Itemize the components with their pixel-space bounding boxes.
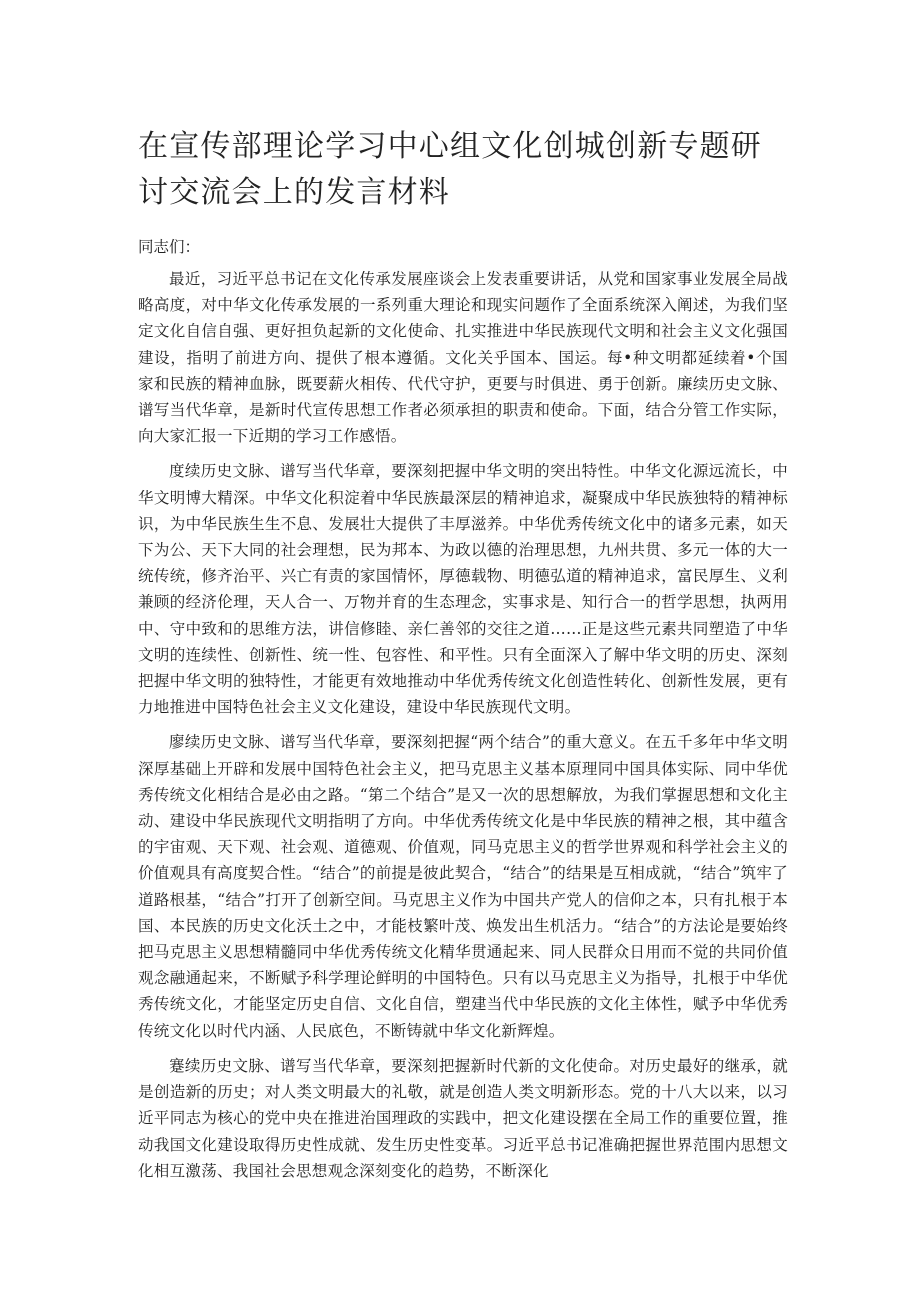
paragraph-two-combinations: 廖续历史文脉、谱写当代华章，要深刻把握“两个结合”的重大意义。在五千多年中华文明深厚基础上开辟和发展中国特色社会主义，把马克思主义基本原理同中国具体实际、同中华优秀传统文化相结合是必由之路。“第二个结合”是又一次的思想解放，为我们掌握思想和文化主动、建设中华民族现代文明指明了方向。中华优秀传统文化是中华民族的精神之根，其中蕴含的宇宙观、天下观、社会观、道德观、价值观，同马克思主义的哲学世界观和科学社会主义的价值观具有高度契合性。“结合”的前提是彼此契合，“结合”的结果是互相成就，“结合”筑牢了道路根基，“结合”打开了创新空间。马克思主义作为中国共产党人的信仰之本，只有扎根于本国、本民族的历史文化沃土之中，才能枝繁叶茂、焕发出生机活力。“结合”的方法论是要始终把马克思主义思想精髓同中华优秀传统文化精华贯通起来、同人民群众日用而不觉的共同价值观念融通起来，不断赋予科学理论鲜明的中国特色。只有以马克思主义为指导，扎根于中华优秀传统文化，才能坚定历史自信、文化自信，塑建当代中华民族的文化主体性，赋予中华优秀传统文化以时代内涵、人民底色，不断铸就中华文化新辉煌。	[138, 733, 788, 1040]
document-body	[138, 266, 788, 1193]
salutation: 同志们：	[138, 238, 201, 256]
paragraph-cultural-mission: 蹇续历史文脉、谱写当代华章，要深刻把握新时代新的文化使命。对历史最好的继承，就是创造新的历史；对人类文明最大的礼敬，就是创造人类文明新形态。党的十八大以来，以习近平同志为核心的党中央在推进治国理政的实践中，把文化建设摆在全局工作的重要位置，推动我国文化建设取得历史性成就、发生历史性变革。习近平总书记准确把握世界范围内思想文化相互激荡、我国社会思想观念深刻变化的趋势，不断深化	[138, 1056, 788, 1180]
paragraph-intro: 最近，习近平总书记在文化传承发展座谈会上发表重要讲话，从党和国家事业发展全局战略高度，对中华文化传承发展的一系列重大理论和现实问题作了全面系统深入阐述，为我们坚定文化自信自强、更好担负起新的文化使命、扎实推进中华民族现代文明和社会主义文化强国建设，指明了前进方向、提供了根本遵循。文化关乎国本、国运。每•种文明都延续着•个国家和民族的精神血脉，既要薪火相传、代代守护，更要与时俱进、勇于创新。廉续历史文脉、谱写当代华章，是新时代宣传思想工作者必须承担的职责和使命。下面，结合分管工作实际，向大家汇报一下近期的学习工作感悟。	[138, 270, 788, 446]
paragraph-civilization-traits: 度续历史文脉、谱写当代华章，要深刻把握中华文明的突出特性。中华文化源远流长，中华文明博大精深。中华文化积淀着中华民族最深层的精神追求，凝聚成中华民族独特的精神标识，为中华民族生生不息、发展壮大提供了丰厚滋养。中华优秀传统文化中的诸多元素，如天下为公、天下大同的社会理想，民为邦本、为政以德的治理思想，九州共贯、多元一体的大一统传统，修齐治平、兴亡有责的家国情怀，厚德载物、明德弘道的精神追求，富民厚生、义利兼顾的经济伦理，天人合一、万物并育的生态理念，实事求是、知行合一的哲学思想，执两用中、守中致和的思维方法，讲信修睦、亲仁善邻的交往之道……正是这些元素共同塑造了中华文明的连续性、创新性、统一性、包容性、和平性。只有全面深入了解中华文明的历史、深刻把握中华文明的独特性，才能更有效地推动中华优秀传统文化创造性转化、创新性发展，更有力地推进中国特色社会主义文化建设，建设中华民族现代文明。	[138, 462, 788, 717]
document-title: 在宣传部理论学习中心组文化创城创新专题研讨交流会上的发言材料	[138, 129, 762, 210]
